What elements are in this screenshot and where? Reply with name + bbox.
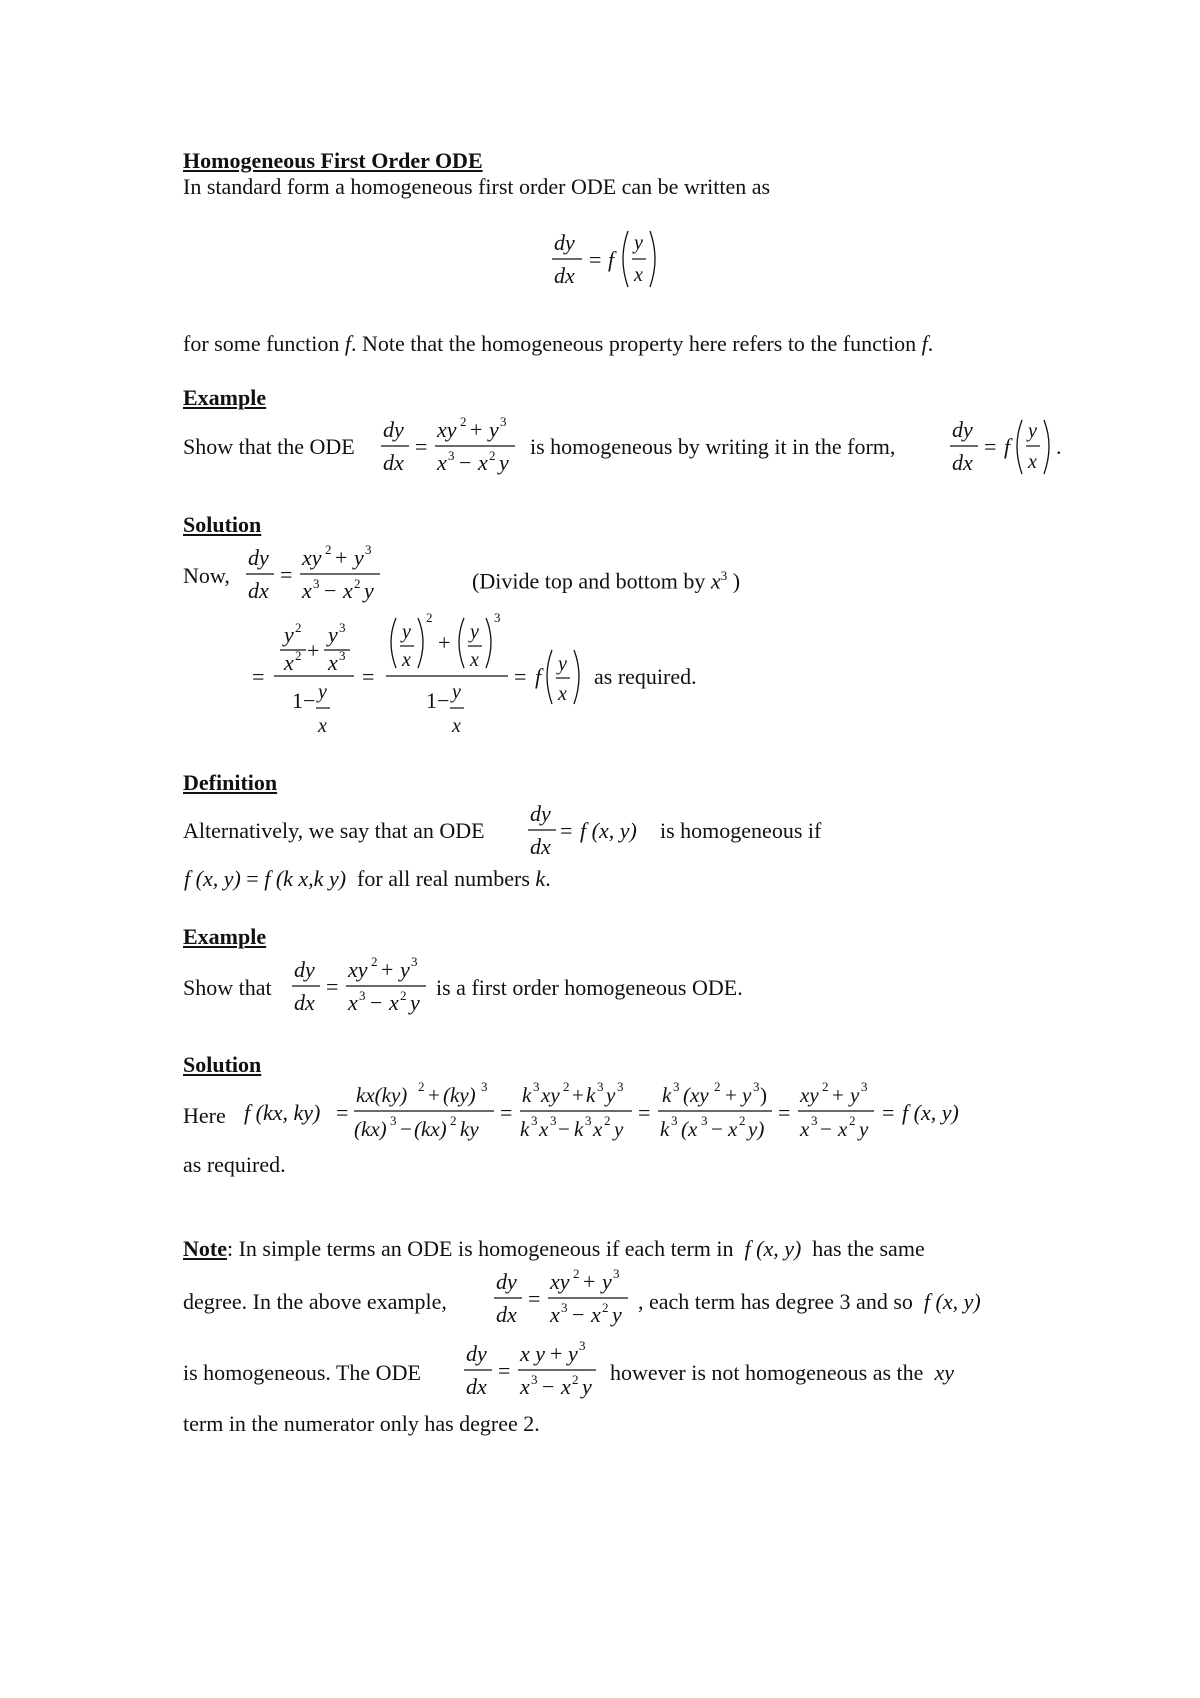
svg-text:3: 3 [673, 1079, 680, 1094]
svg-text:dy: dy [530, 801, 551, 826]
svg-text:3: 3 [597, 1079, 604, 1094]
svg-text:x: x [728, 1117, 738, 1141]
svg-text:2: 2 [418, 1079, 425, 1094]
svg-text:3: 3 [811, 1113, 818, 1128]
svg-text:2: 2 [460, 414, 467, 429]
svg-text:y: y [470, 621, 479, 643]
svg-text:y: y [499, 450, 509, 475]
svg-text:y: y [614, 1117, 624, 1141]
svg-text:dy: dy [496, 1269, 517, 1294]
svg-text:x: x [593, 1117, 603, 1141]
svg-text:−: − [324, 578, 337, 603]
note-line4: term in the numerator only has degree 2. [183, 1411, 540, 1436]
svg-text:+: + [335, 545, 348, 570]
svg-text:2: 2 [426, 612, 433, 625]
svg-text:=: = [778, 1100, 791, 1125]
svg-text:(ky): (ky) [443, 1083, 476, 1107]
svg-text:x: x [343, 578, 353, 603]
svg-text:3: 3 [339, 648, 346, 663]
svg-text:xy: xy [348, 957, 368, 982]
example-heading: Example [183, 385, 267, 410]
svg-text:x: x [800, 1117, 810, 1141]
svg-text:3: 3 [531, 1372, 538, 1387]
svg-text:dx: dx [530, 834, 551, 859]
svg-text:y: y [568, 1341, 578, 1366]
solution2-here: Here [183, 1103, 226, 1128]
definition-heading: Definition [183, 770, 278, 795]
svg-text:f: f [608, 247, 615, 272]
svg-text:y: y [318, 681, 327, 703]
svg-text:3: 3 [550, 1113, 557, 1128]
svg-text:2: 2 [371, 954, 378, 969]
svg-text:3: 3 [494, 612, 501, 625]
svg-text:x: x [437, 450, 447, 475]
svg-text:3: 3 [533, 1079, 540, 1094]
equation-solution1-start [240, 540, 390, 610]
svg-text:f: f [1004, 434, 1011, 459]
svg-text:2: 2 [849, 1113, 856, 1128]
svg-text:xy: xy [800, 1083, 819, 1107]
svg-text:x: x [550, 1302, 560, 1327]
note-line2-pre: degree. In the above example, [183, 1289, 447, 1314]
svg-text:3: 3 [411, 954, 418, 969]
svg-text:x: x [539, 1117, 549, 1141]
svg-text:dy: dy [294, 957, 315, 982]
svg-text:x: x [402, 649, 411, 671]
svg-text:xy: xy [437, 417, 457, 442]
svg-text:.: . [1056, 434, 1062, 459]
solution1-divide-note: (Divide top and bottom by $x^3$ ) [472, 568, 741, 594]
svg-text:xy: xy [302, 545, 322, 570]
svg-text:y: y [634, 232, 643, 254]
svg-text:+: + [572, 1083, 584, 1107]
svg-text:3: 3 [448, 448, 455, 463]
svg-text:xy: xy [550, 1269, 570, 1294]
svg-text:y: y [400, 957, 410, 982]
svg-text:x y: x y [520, 1341, 546, 1366]
svg-text:dy: dy [383, 417, 404, 442]
solution-heading: Solution [183, 512, 262, 537]
svg-text:3: 3 [753, 1079, 760, 1094]
example2-text-pre: Show that [183, 975, 272, 1000]
svg-text:=: = [498, 1358, 511, 1383]
svg-text:x: x [284, 650, 294, 675]
note-line1: Note: In simple terms an ODE is homogeneous if each term in f (x, y) has the same [183, 1236, 925, 1261]
equation-standard-form [540, 225, 660, 300]
svg-text:y): y) [748, 1117, 765, 1141]
svg-text:=: = [528, 1286, 541, 1311]
svg-text:y: y [742, 1083, 752, 1107]
svg-text:3: 3 [585, 1113, 592, 1128]
svg-text:k: k [662, 1083, 672, 1107]
svg-text:+: + [550, 1341, 563, 1366]
svg-text:1−: 1− [292, 688, 316, 713]
svg-text:y: y [850, 1083, 860, 1107]
svg-text:x: x [838, 1117, 848, 1141]
equation-note2 [458, 1336, 608, 1406]
svg-text:2: 2 [450, 1113, 457, 1128]
svg-text:−: − [572, 1302, 585, 1327]
svg-text:x: x [478, 450, 488, 475]
note-function-text: for some function f. Note that the homogeneous property here refers to the function f. [183, 331, 934, 356]
svg-text:x: x [591, 1302, 601, 1327]
svg-text:y: y [410, 990, 420, 1015]
svg-text:(x: (x [681, 1117, 698, 1141]
svg-text:dx: dx [466, 1374, 487, 1399]
svg-text:2: 2 [604, 1113, 611, 1128]
svg-text:y: y [328, 622, 338, 647]
svg-text:2: 2 [573, 1266, 580, 1281]
svg-text:=: = [500, 1100, 513, 1125]
svg-text:y: y [402, 621, 411, 643]
svg-text:2: 2 [739, 1113, 746, 1128]
page-title: Homogeneous First Order ODE [183, 148, 483, 173]
svg-text:f (kx, ky): f (kx, ky) [244, 1100, 321, 1125]
svg-text:3: 3 [701, 1113, 708, 1128]
svg-text:x: x [348, 990, 358, 1015]
svg-text:kx(ky): kx(ky) [356, 1083, 408, 1107]
svg-text:1−: 1− [426, 688, 450, 713]
svg-text:2: 2 [295, 648, 302, 663]
svg-text:=: = [326, 974, 339, 999]
svg-text:y: y [558, 653, 567, 675]
svg-text:−: − [370, 990, 383, 1015]
svg-text:+: + [583, 1269, 596, 1294]
svg-text:=: = [514, 664, 527, 689]
svg-text:y: y [859, 1117, 869, 1141]
svg-text:3: 3 [313, 576, 320, 591]
svg-text:x: x [558, 683, 567, 705]
svg-text:=: = [560, 818, 573, 843]
svg-text:−: − [558, 1117, 570, 1141]
svg-text:k: k [586, 1083, 596, 1107]
svg-text:dx: dx [248, 578, 269, 603]
svg-text:(kx): (kx) [414, 1117, 447, 1141]
svg-text:=: = [252, 664, 265, 689]
definition-line2: f (x, y) = f (k x,k y) for all real numbers k. [184, 866, 551, 891]
svg-text:y: y [354, 545, 364, 570]
svg-text:3: 3 [861, 1079, 868, 1094]
svg-text:xy: xy [541, 1083, 560, 1107]
svg-text:=: = [984, 434, 997, 459]
svg-text:3: 3 [481, 1079, 488, 1094]
svg-text:f (x, y): f (x, y) [580, 818, 637, 843]
svg-text:3: 3 [500, 414, 507, 429]
example2-heading: Example [183, 924, 267, 949]
note-line2-mid: , each term has degree 3 and so f (x, y) [638, 1289, 981, 1314]
svg-text:−: − [820, 1117, 832, 1141]
solution1-now: Now, [183, 563, 230, 588]
svg-text:3: 3 [365, 542, 372, 557]
svg-text:x: x [452, 715, 461, 737]
example1-text-pre: Show that the ODE [183, 434, 355, 459]
svg-text:+: + [307, 638, 320, 663]
svg-text:dx: dx [952, 450, 973, 475]
svg-text:k: k [574, 1117, 584, 1141]
svg-text:k: k [660, 1117, 670, 1141]
svg-text:f (x, y): f (x, y) [902, 1100, 959, 1125]
svg-text:dy: dy [466, 1341, 487, 1366]
svg-text:2: 2 [822, 1079, 829, 1094]
svg-text:y: y [452, 681, 461, 703]
svg-text:y: y [489, 417, 499, 442]
svg-text:2: 2 [572, 1372, 579, 1387]
svg-text:=: = [589, 247, 602, 272]
note-line3-mid: however is not homogeneous as the xy [610, 1360, 954, 1385]
solution2-heading: Solution [183, 1052, 262, 1077]
svg-text:dx: dx [496, 1302, 517, 1327]
svg-text:−: − [542, 1374, 555, 1399]
intro-text: In standard form a homogeneous first order ODE can be written as [183, 174, 771, 199]
svg-text:y: y [582, 1374, 592, 1399]
equation-solution1-steps [250, 612, 730, 742]
equation-example1 [375, 412, 525, 482]
svg-text:3: 3 [617, 1079, 624, 1094]
svg-text:x: x [328, 650, 338, 675]
svg-text:x: x [318, 715, 327, 737]
example2-text-end: is a first order homogeneous ODE. [436, 975, 743, 1000]
svg-text:=: = [362, 664, 375, 689]
example1-text-mid: is homogeneous by writing it in the form, [530, 434, 896, 459]
note-line3-pre: is homogeneous. The ODE [183, 1360, 421, 1385]
svg-text:2: 2 [354, 576, 361, 591]
svg-text:y: y [612, 1302, 622, 1327]
svg-text:x: x [470, 649, 479, 671]
svg-text:=: = [882, 1100, 895, 1125]
svg-text:+: + [381, 957, 394, 982]
svg-text:2: 2 [714, 1079, 721, 1094]
svg-text:(kx): (kx) [354, 1117, 387, 1141]
svg-text:): ) [760, 1083, 767, 1107]
svg-text:+: + [470, 417, 483, 442]
svg-text:3: 3 [390, 1113, 397, 1128]
svg-text:3: 3 [561, 1300, 568, 1315]
svg-text:=: = [280, 562, 293, 587]
svg-text:y: y [602, 1269, 612, 1294]
svg-text:dx: dx [383, 450, 404, 475]
svg-text:3: 3 [339, 620, 346, 635]
svg-text:2: 2 [400, 988, 407, 1003]
svg-text:+: + [438, 630, 451, 655]
svg-text:ky: ky [460, 1117, 479, 1141]
svg-text:2: 2 [489, 448, 496, 463]
svg-text:y: y [364, 578, 374, 603]
svg-text:3: 3 [359, 988, 366, 1003]
equation-note1 [488, 1264, 638, 1334]
svg-text:=: = [638, 1100, 651, 1125]
svg-text:2: 2 [602, 1300, 609, 1315]
svg-text:dx: dx [554, 263, 575, 288]
svg-text:x: x [389, 990, 399, 1015]
svg-text:+: + [428, 1083, 440, 1107]
svg-text:3: 3 [613, 1266, 620, 1281]
svg-text:=: = [336, 1100, 349, 1125]
svg-text:x: x [302, 578, 312, 603]
svg-text:y: y [606, 1083, 616, 1107]
svg-text:2: 2 [295, 620, 302, 635]
equation-solution2 [238, 1078, 1018, 1148]
svg-text:x: x [1028, 451, 1037, 473]
svg-text:dy: dy [554, 230, 575, 255]
solution2-as-required: as required. [183, 1152, 286, 1177]
svg-text:=: = [415, 434, 428, 459]
svg-text:dx: dx [294, 990, 315, 1015]
svg-text:k: k [520, 1117, 530, 1141]
svg-text:x: x [561, 1374, 571, 1399]
svg-text:2: 2 [325, 542, 332, 557]
equation-example1-form [948, 412, 1068, 482]
svg-text:y: y [1028, 420, 1037, 442]
svg-text:dy: dy [952, 417, 973, 442]
svg-text:−: − [711, 1117, 723, 1141]
svg-text:dy: dy [248, 545, 269, 570]
svg-text:f: f [535, 664, 542, 689]
svg-text:(xy: (xy [683, 1083, 709, 1107]
svg-text:−: − [459, 450, 472, 475]
svg-text:x: x [634, 264, 643, 286]
equation-example2 [286, 952, 436, 1022]
definition-text-pre: Alternatively, we say that an ODE [183, 818, 485, 843]
svg-text:−: − [400, 1117, 412, 1141]
svg-text:3: 3 [531, 1113, 538, 1128]
svg-text:x: x [520, 1374, 530, 1399]
definition-text-mid: is homogeneous if [660, 818, 822, 843]
svg-text:as required.: as required. [594, 664, 697, 689]
svg-text:2: 2 [563, 1079, 570, 1094]
svg-text:y: y [284, 622, 294, 647]
svg-text:+: + [832, 1083, 844, 1107]
equation-definition [524, 796, 664, 866]
svg-text:3: 3 [579, 1338, 586, 1353]
svg-text:+: + [725, 1083, 737, 1107]
svg-text:3: 3 [671, 1113, 678, 1128]
svg-text:k: k [522, 1083, 532, 1107]
